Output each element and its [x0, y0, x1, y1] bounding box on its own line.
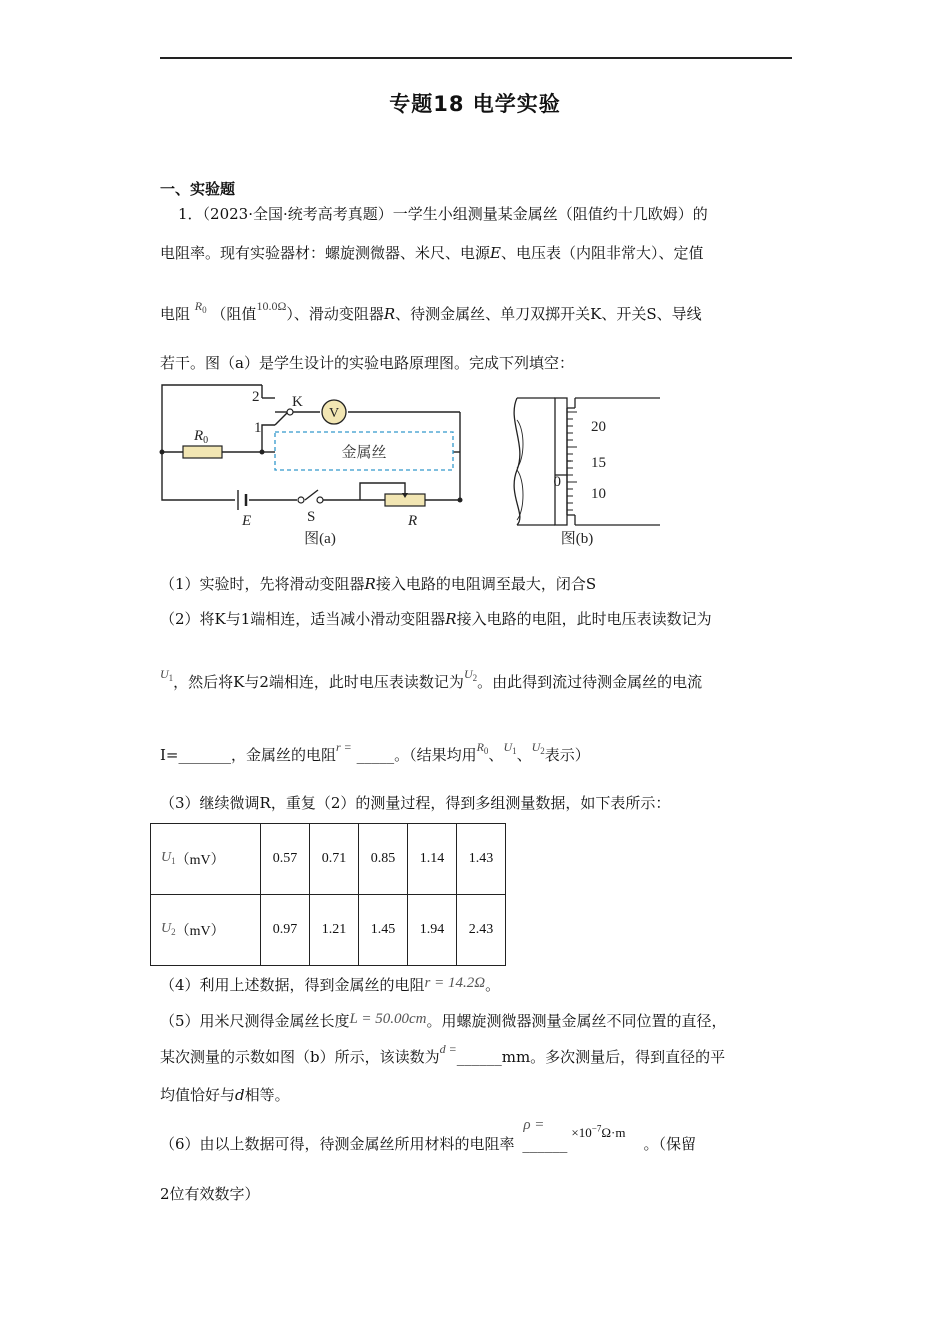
- svg-text:20: 20: [591, 419, 606, 435]
- part5-line3: 均值恰好与d相等。: [160, 1086, 290, 1104]
- row2-header: $U_2(mV)$: [151, 895, 261, 966]
- q1-line2: 电阻率。现有实验器材：螺旋测微器、米尺、电源E、电压表（内阻非常大）、定值: [160, 244, 704, 262]
- svg-text:10: 10: [591, 486, 606, 502]
- table-row: $U_2(mV)$ 0.97 1.21 1.45 1.94 2.43: [151, 895, 506, 966]
- part6-end: 2位有效数字）: [160, 1185, 260, 1203]
- svg-text:E: E: [242, 513, 252, 529]
- svg-text:K: K: [292, 394, 303, 410]
- part2-line2: $^{U_1}$，然后将K与2端相连，此时电压表读数记为$^{U_2}$。由此得到流过待测金属丝的电流: [160, 667, 703, 691]
- part1: （1）实验时，先将滑动变阻器R接入电路的电阻调至最大，闭合S: [160, 575, 597, 593]
- svg-text:0: 0: [553, 474, 561, 490]
- r0-resistor: [183, 446, 222, 458]
- part5-line2: 某次测量的示数如图（b）所示，该读数为$^{d =}$______mm。多次测量后，得到直径的平: [160, 1042, 726, 1066]
- part2-line3: I=_______，金属丝的电阻$^{r =}$ _____。（结果均用$^{R_0}$、$^{U_1}$、$^{U_2}$表示）: [160, 740, 590, 764]
- svg-text:V: V: [328, 406, 340, 421]
- svg-text:15: 15: [591, 455, 606, 471]
- page-title: 专题18 电学实验: [389, 92, 561, 116]
- micrometer-diagram: [505, 390, 665, 550]
- part4: （4）利用上述数据，得到金属丝的电阻r = 14.2Ω。: [160, 975, 501, 994]
- part3: （3）继续微调R，重复（2）的测量过程，得到多组测量数据，如下表所示：: [160, 794, 671, 812]
- data-table: [150, 823, 506, 966]
- part6: （6）由以上数据可得，待测金属丝所用材料的电阻率 $\rho =\_\_\_\_\_\_\times 10^{-7}\Omega\cdot m$。（保留: [160, 1117, 696, 1153]
- q1-line1: 1．（2023·全国·统考高考真题）一学生小组测量某金属丝（阻值约十几欧姆）的: [178, 205, 708, 223]
- r0-symbol: R0: [194, 299, 207, 315]
- svg-text:图(b): 图(b): [560, 531, 594, 547]
- part2-line1: （2）将K与1端相连，适当减小滑动变阻器R接入电路的电阻，此时电压表读数记为: [160, 610, 712, 628]
- thimble-ticks: [567, 412, 577, 510]
- part5-line1: （5）用米尺测得金属丝长度L = 50.00cm。用螺旋测微器测量金属丝不同位置的直径，: [160, 1011, 727, 1030]
- q1-line3: 电阻 $^{R_0}$ （阻值$^{10.0\Omega}$）、滑动变阻器R、待测金属丝、单刀双掷开关K、开关S、导线: [160, 299, 702, 323]
- svg-text:1: 1: [254, 420, 262, 436]
- top-rule: [160, 57, 792, 59]
- svg-text:R: R: [408, 513, 418, 529]
- svg-text:金属丝: 金属丝: [341, 443, 387, 461]
- svg-text:2: 2: [252, 389, 260, 405]
- svg-text:图(a): 图(a): [304, 531, 336, 547]
- row1-header: $U_1(mV)$: [151, 824, 261, 895]
- circuit-diagram: [150, 380, 480, 550]
- svg-text:R0: $R_0$: [194, 428, 209, 446]
- svg-text:S: S: [307, 509, 316, 525]
- q1-line4: 若干。图（a）是学生设计的实验电路原理图。完成下列填空：: [160, 354, 574, 372]
- section-heading: 一、实验题: [160, 180, 236, 198]
- table-row: $U_1(mV)$ 0.57 0.71 0.85 1.14 1.43: [151, 824, 506, 895]
